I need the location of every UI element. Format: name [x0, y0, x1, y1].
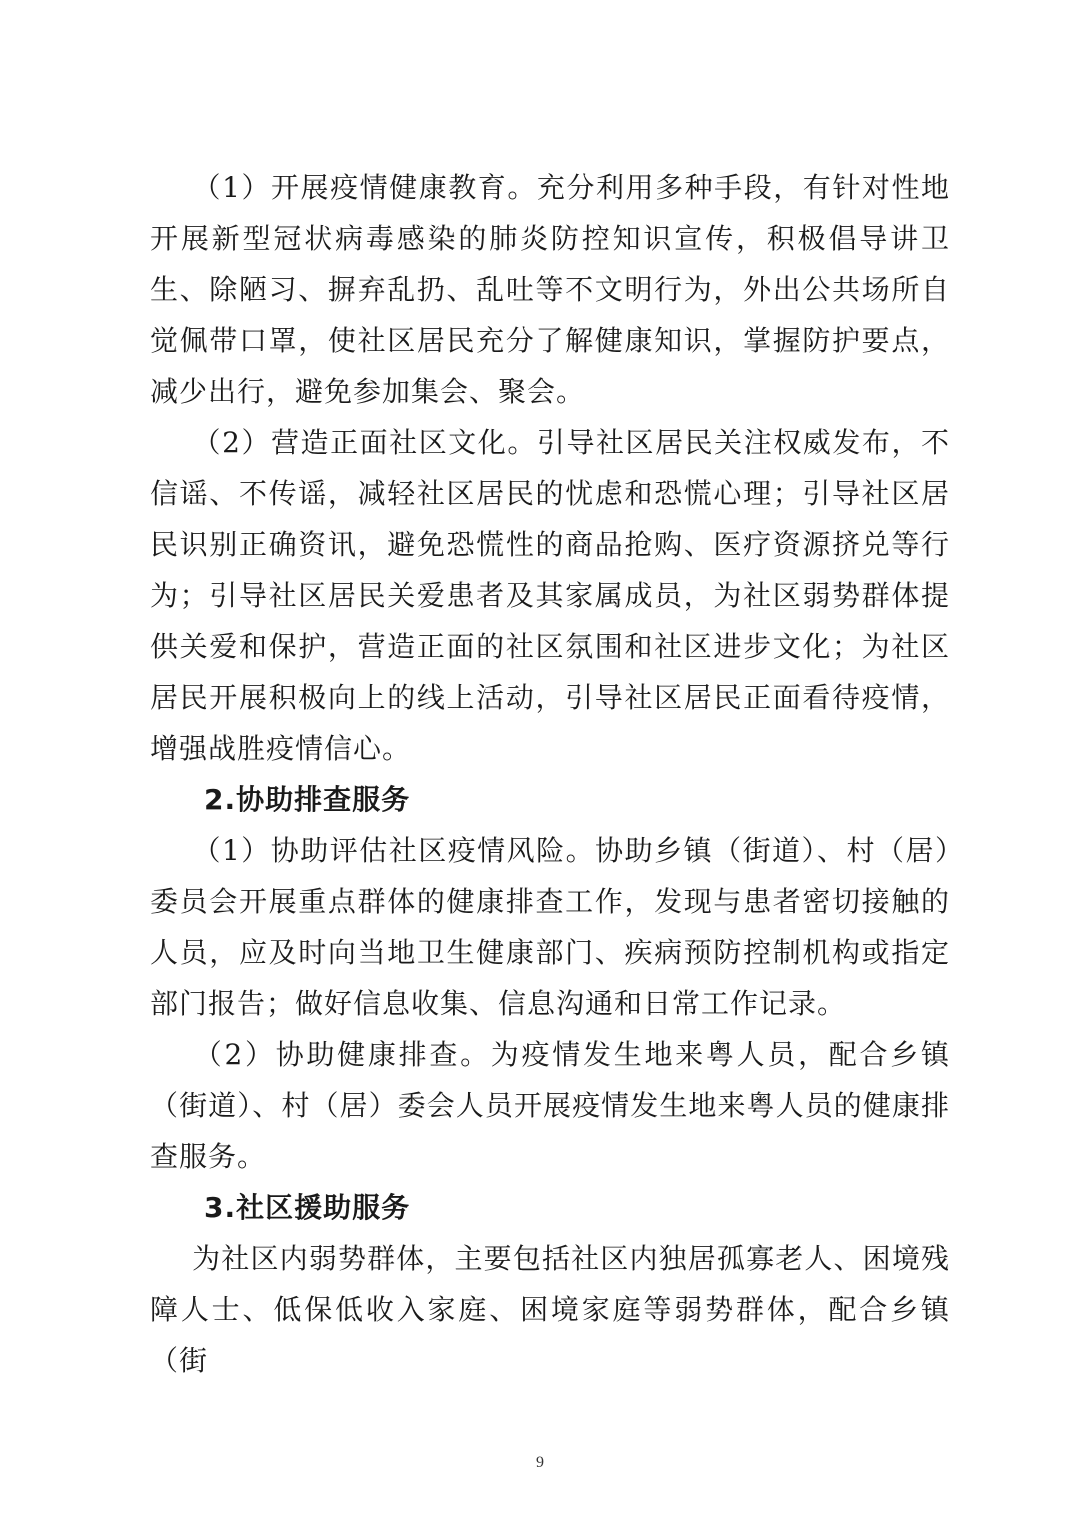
- paragraph-health-screening: （2）协助健康排查。为疫情发生地来粤人员，配合乡镇（街道）、村（居）委会人员开展疫情发生地来粤人员的健康排查服务。: [150, 1038, 950, 1173]
- paragraph-community-culture: （2）营造正面社区文化。引导社区居民关注权威发布，不信谣、不传谣，减轻社区居民的忧虑和恐慌心理；引导社区居民识别正确资讯，避免恐慌性的商品抢购、医疗资源挤兑等行为；引导社区居民关爱患者及其家属成员，为社区弱势群体提供关爱和保护，营造正面的社区氛围和社区进步文化；为社区居民开展积极向上的线上活动，引导社区居民正面看待疫情，增强战胜疫情信心。: [150, 426, 950, 765]
- paragraph-risk-assessment: （1）协助评估社区疫情风险。协助乡镇（街道）、村（居）委员会开展重点群体的健康排查工作，发现与患者密切接触的人员，应及时向当地卫生健康部门、疾病预防控制机构或指定部门报告；做好信息收集、信息沟通和日常工作记录。: [150, 834, 950, 1020]
- paragraph-vulnerable-groups: 为社区内弱势群体，主要包括社区内独居孤寡老人、困境残障人士、低保低收入家庭、困境家庭等弱势群体，配合乡镇（街: [150, 1242, 950, 1377]
- paragraph-health-education: （1）开展疫情健康教育。充分利用多种手段，有针对性地开展新型冠状病毒感染的肺炎防控知识宣传，积极倡导讲卫生、除陋习、摒弃乱扔、乱吐等不文明行为，外出公共场所自觉佩带口罩，使社区居民充分了解健康知识，掌握防护要点，减少出行，避免参加集会、聚会。: [150, 171, 950, 408]
- section-heading-assistance: 3.社区援助服务: [204, 1191, 411, 1224]
- document-body: [150, 162, 950, 1386]
- section-heading-screening: 2.协助排查服务: [204, 783, 411, 816]
- page-number: 9: [536, 1454, 544, 1471]
